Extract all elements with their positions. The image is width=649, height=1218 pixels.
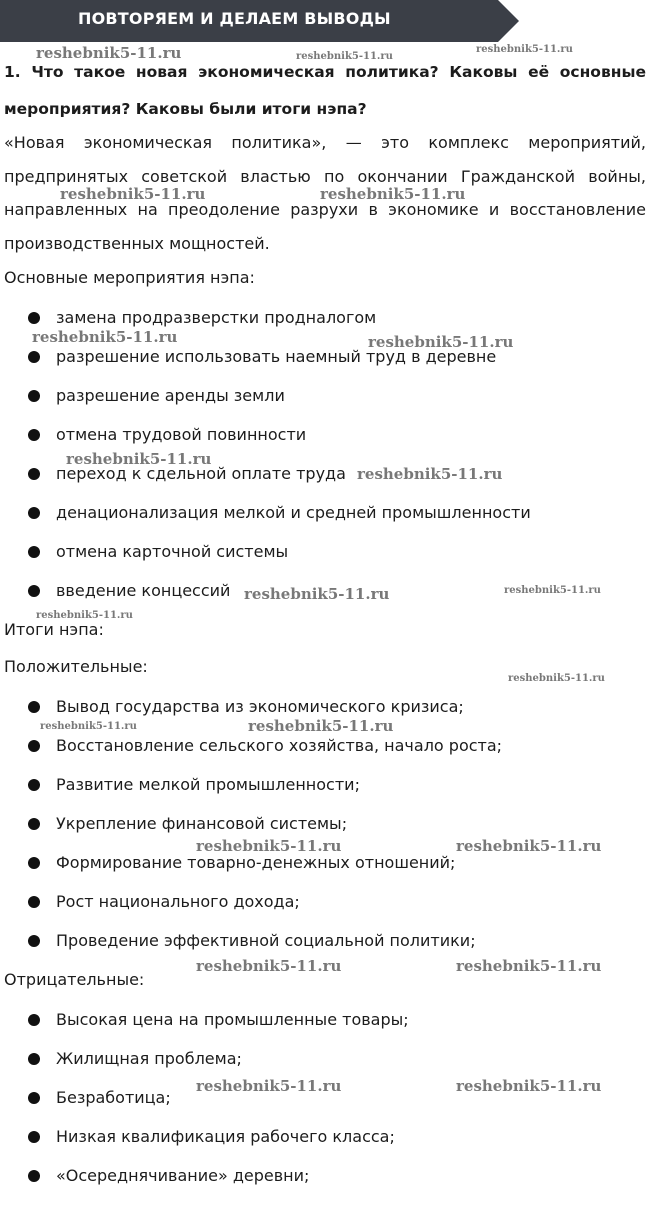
- bullet-dot-icon: [28, 390, 40, 402]
- watermark: reshebnik5-11.ru: [368, 333, 514, 351]
- negative-heading: Отрицательные:: [4, 970, 145, 989]
- bullet-dot-icon: [28, 585, 40, 597]
- watermark: reshebnik5-11.ru: [296, 51, 393, 62]
- bullet-dot-icon: [28, 818, 40, 830]
- watermark: reshebnik5-11.ru: [40, 721, 137, 732]
- bullet-dot-icon: [28, 507, 40, 519]
- bullet-dot-icon: [28, 429, 40, 441]
- bullet-dot-icon: [28, 857, 40, 869]
- watermark: reshebnik5-11.ru: [196, 1077, 342, 1095]
- watermark: reshebnik5-11.ru: [196, 957, 342, 975]
- watermark: reshebnik5-11.ru: [244, 585, 390, 603]
- section-banner: [0, 0, 519, 42]
- watermark: reshebnik5-11.ru: [456, 957, 602, 975]
- bullet-dot-icon: [28, 896, 40, 908]
- watermark: reshebnik5-11.ru: [508, 673, 605, 684]
- measures-heading: Основные мероприятия нэпа:: [4, 268, 255, 287]
- bullet-dot-icon: [28, 935, 40, 947]
- bullet-dot-icon: [28, 701, 40, 713]
- bullet-dot-icon: [28, 1131, 40, 1143]
- bullet-dot-icon: [28, 1170, 40, 1182]
- watermark: reshebnik5-11.ru: [36, 44, 182, 62]
- watermark: reshebnik5-11.ru: [196, 837, 342, 855]
- results-heading: Итоги нэпа:: [4, 620, 104, 639]
- question-heading: 1. Что такое новая экономическая политика? Каковы её основные мероприятия? Каковы были итоги нэпа?: [4, 63, 646, 118]
- bullet-dot-icon: [28, 740, 40, 752]
- bullet-dot-icon: [28, 312, 40, 324]
- definition-paragraph: «Новая экономическая политика», — это комплекс мероприятий, предпринятых советской властью по окончании Гражданской войны, направленных на преодоление разрухи в экономике и восстановление производственных мощностей.: [4, 133, 646, 253]
- watermark: reshebnik5-11.ru: [320, 185, 466, 203]
- bullet-dot-icon: [28, 1053, 40, 1065]
- watermark: reshebnik5-11.ru: [357, 465, 503, 483]
- bullet-dot-icon: [28, 779, 40, 791]
- bullet-dot-icon: [28, 1014, 40, 1026]
- bullet-dot-icon: [28, 546, 40, 558]
- bullet-dot-icon: [28, 1092, 40, 1104]
- banner-title: ПОВТОРЯЕМ И ДЕЛАЕМ ВЫВОДЫ: [78, 9, 391, 28]
- bullet-dot-icon: [28, 351, 40, 363]
- watermark: reshebnik5-11.ru: [476, 44, 573, 55]
- watermark: reshebnik5-11.ru: [66, 450, 212, 468]
- watermark: reshebnik5-11.ru: [504, 585, 601, 596]
- watermark: reshebnik5-11.ru: [456, 1077, 602, 1095]
- watermark: reshebnik5-11.ru: [36, 610, 133, 621]
- watermark: reshebnik5-11.ru: [32, 328, 178, 346]
- watermark: reshebnik5-11.ru: [248, 717, 394, 735]
- watermark: reshebnik5-11.ru: [456, 837, 602, 855]
- positive-heading: Положительные:: [4, 657, 148, 676]
- watermark: reshebnik5-11.ru: [60, 185, 206, 203]
- bullet-dot-icon: [28, 468, 40, 480]
